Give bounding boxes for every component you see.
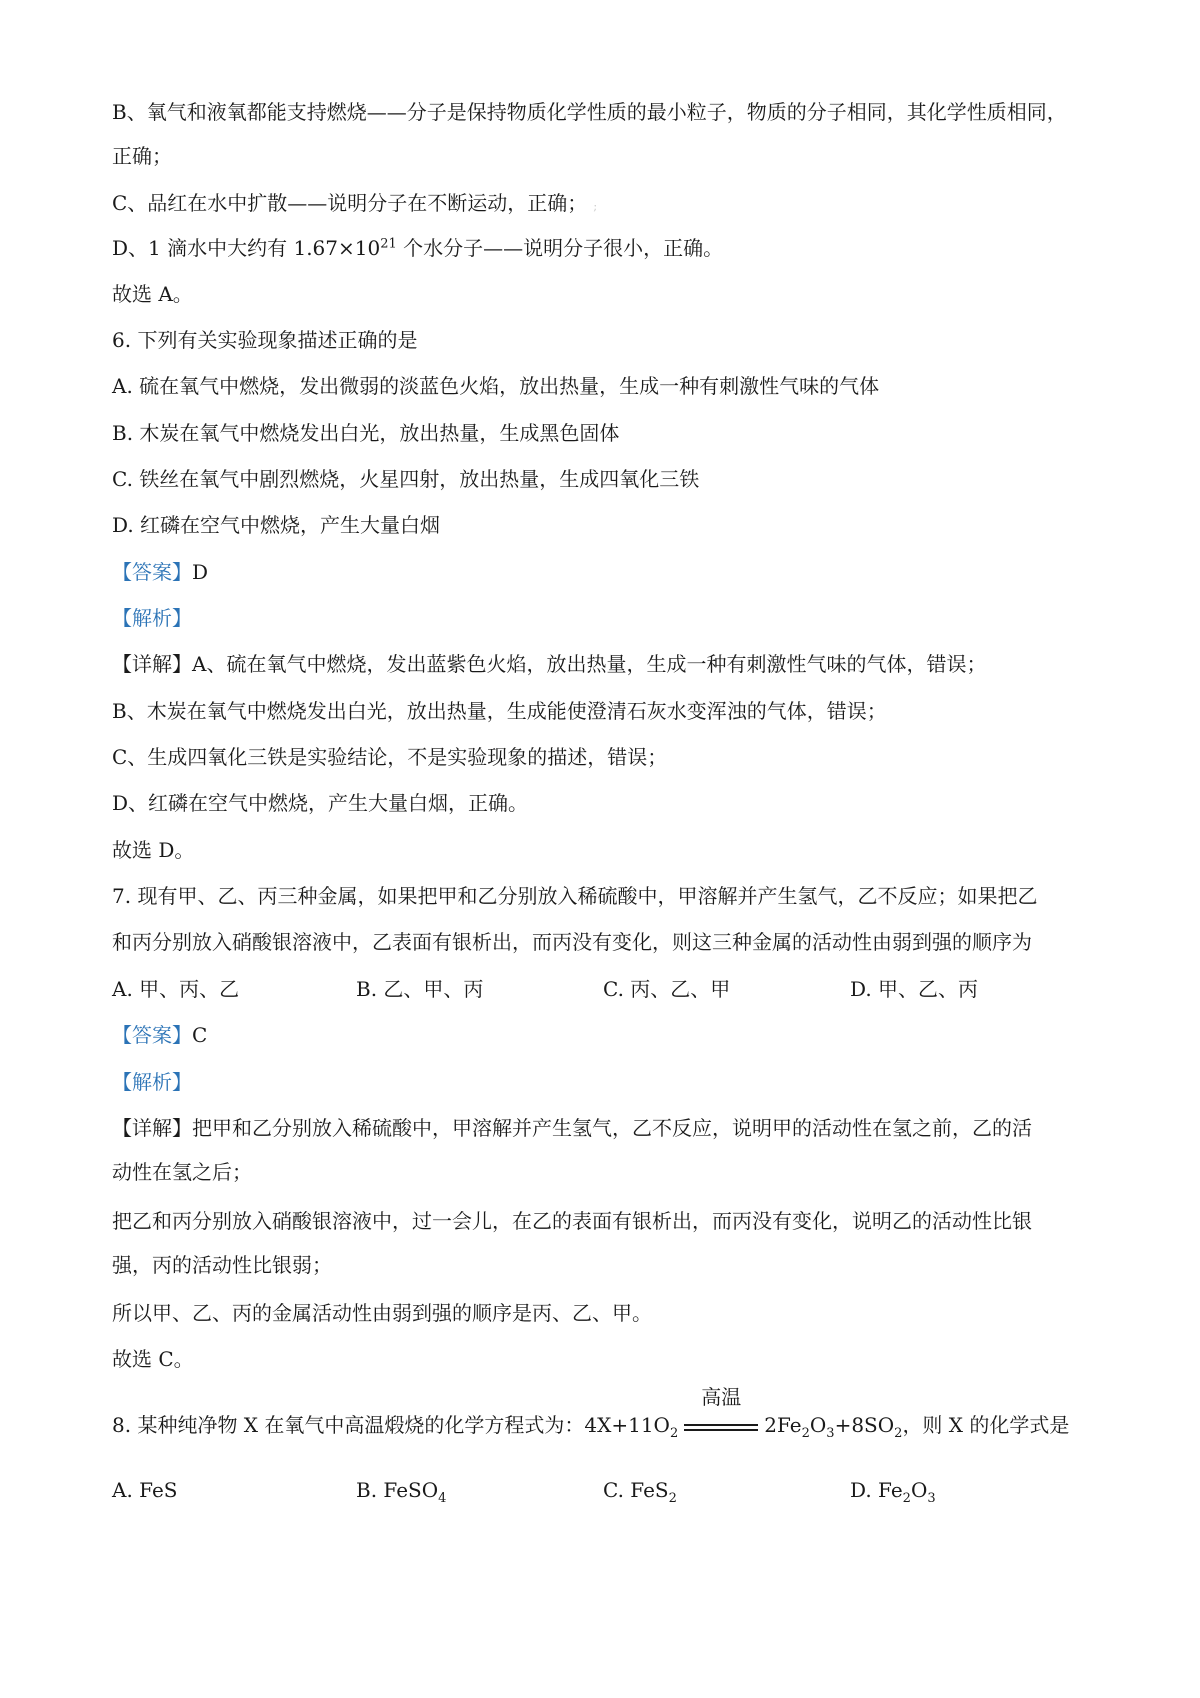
q8-option-d: D. $Fe_2O_3$ [850, 1478, 936, 1506]
q7-answer: 【答案】C [112, 1023, 208, 1047]
q6-analysis-label: 【解析】 [112, 606, 192, 630]
q7-option-c: C. 丙、乙、甲 [603, 977, 731, 1001]
q8-option-b: B. FeSO$_4$ [356, 1478, 447, 1506]
q6-detail-b: B、木炭在氧气中燃烧发出白光，放出热量，生成能使澄清石灰水变浑浊的气体，错误； [112, 699, 887, 723]
q7-detail-2b: 强，丙的活动性比银弱； [112, 1253, 332, 1277]
q6-detail-d: D、红磷在空气中燃烧，产生大量白烟，正确。 [112, 791, 529, 815]
q7-detail-1b: 动性在氢之后； [112, 1160, 252, 1184]
q6-answer: 【答案】D [112, 560, 209, 584]
q6-detail-a: 【详解】A、硫在氧气中燃烧，发出蓝紫色火焰，放出热量，生成一种有刺激性气味的气体，错误； [112, 652, 987, 676]
q8-stem: 8. 某种纯净物 X 在氧气中高温煅烧的化学方程式为：$4X+11O_2$ 高温 $2Fe_2O_3+8SO_2$，则 X 的化学式是 [112, 1410, 1120, 1442]
q6-stem: 6. 下列有关实验现象描述正确的是 [112, 328, 418, 352]
q7-analysis-label: 【解析】 [112, 1070, 192, 1094]
q6-option-a: A. 硫在氧气中燃烧，发出微弱的淡蓝色火焰，放出热量，生成一种有刺激性气味的气体 [112, 374, 880, 398]
q5-choose: 故选 A。 [112, 282, 193, 306]
q5-option-b-line2: 正确； [112, 144, 172, 168]
q6-detail-c: C、生成四氧化三铁是实验结论，不是实验现象的描述，错误； [112, 745, 668, 769]
q7-option-d: D. 甲、乙、丙 [850, 977, 979, 1001]
q5-option-c: C、品红在水中扩散——说明分子在不断运动，正确； ; [112, 191, 598, 215]
reaction-condition-equals [682, 1384, 760, 1442]
q7-choose: 故选 C。 [112, 1347, 194, 1371]
q6-option-b: B. 木炭在氧气中燃烧发出白光，放出热量，生成黑色固体 [112, 421, 620, 445]
q8-option-a: A. FeS [112, 1478, 178, 1502]
q6-choose: 故选 D。 [112, 838, 195, 862]
q6-option-c: C. 铁丝在氧气中剧烈燃烧，火星四射，放出热量，生成四氧化三铁 [112, 467, 700, 491]
q7-option-a: A. 甲、丙、乙 [112, 977, 240, 1001]
q7-stem-line1: 7. 现有甲、乙、丙三种金属，如果把甲和乙分别放入稀硫酸中，甲溶解并产生氢气，乙不反应；如果把乙 [112, 884, 1038, 908]
q7-option-b: B. 乙、甲、丙 [356, 977, 484, 1001]
q7-detail-3: 所以甲、乙、丙的金属活动性由弱到强的顺序是丙、乙、甲。 [112, 1301, 652, 1325]
q7-detail-2a: 把乙和丙分别放入硝酸银溶液中，过一会儿，在乙的表面有银析出，而丙没有变化，说明乙的活动性比银 [112, 1209, 1032, 1233]
q6-option-d: D. 红磷在空气中燃烧，产生大量白烟 [112, 513, 441, 537]
q7-detail-1a: 【详解】把甲和乙分别放入稀硫酸中，甲溶解并产生氢气，乙不反应，说明甲的活动性在氢之前，乙的活 [112, 1116, 1032, 1140]
q8-option-c: C. FeS$_2$ [603, 1478, 677, 1506]
q7-stem-line2: 和丙分别放入硝酸银溶液中，乙表面有银析出，而丙没有变化，则这三种金属的活动性由弱到强的顺序为 [112, 930, 1032, 954]
q5-option-b-line1: B、氧气和液氧都能支持燃烧——分子是保持物质化学性质的最小粒子，物质的分子相同，其化学性质相同， [112, 100, 1067, 124]
reaction-condition-label: 高温 [701, 1384, 742, 1409]
q5-option-d: D、1 滴水中大约有 $1.67\times 10^{21}$ 个水分子——说明分子很小，正确。 [112, 236, 724, 260]
